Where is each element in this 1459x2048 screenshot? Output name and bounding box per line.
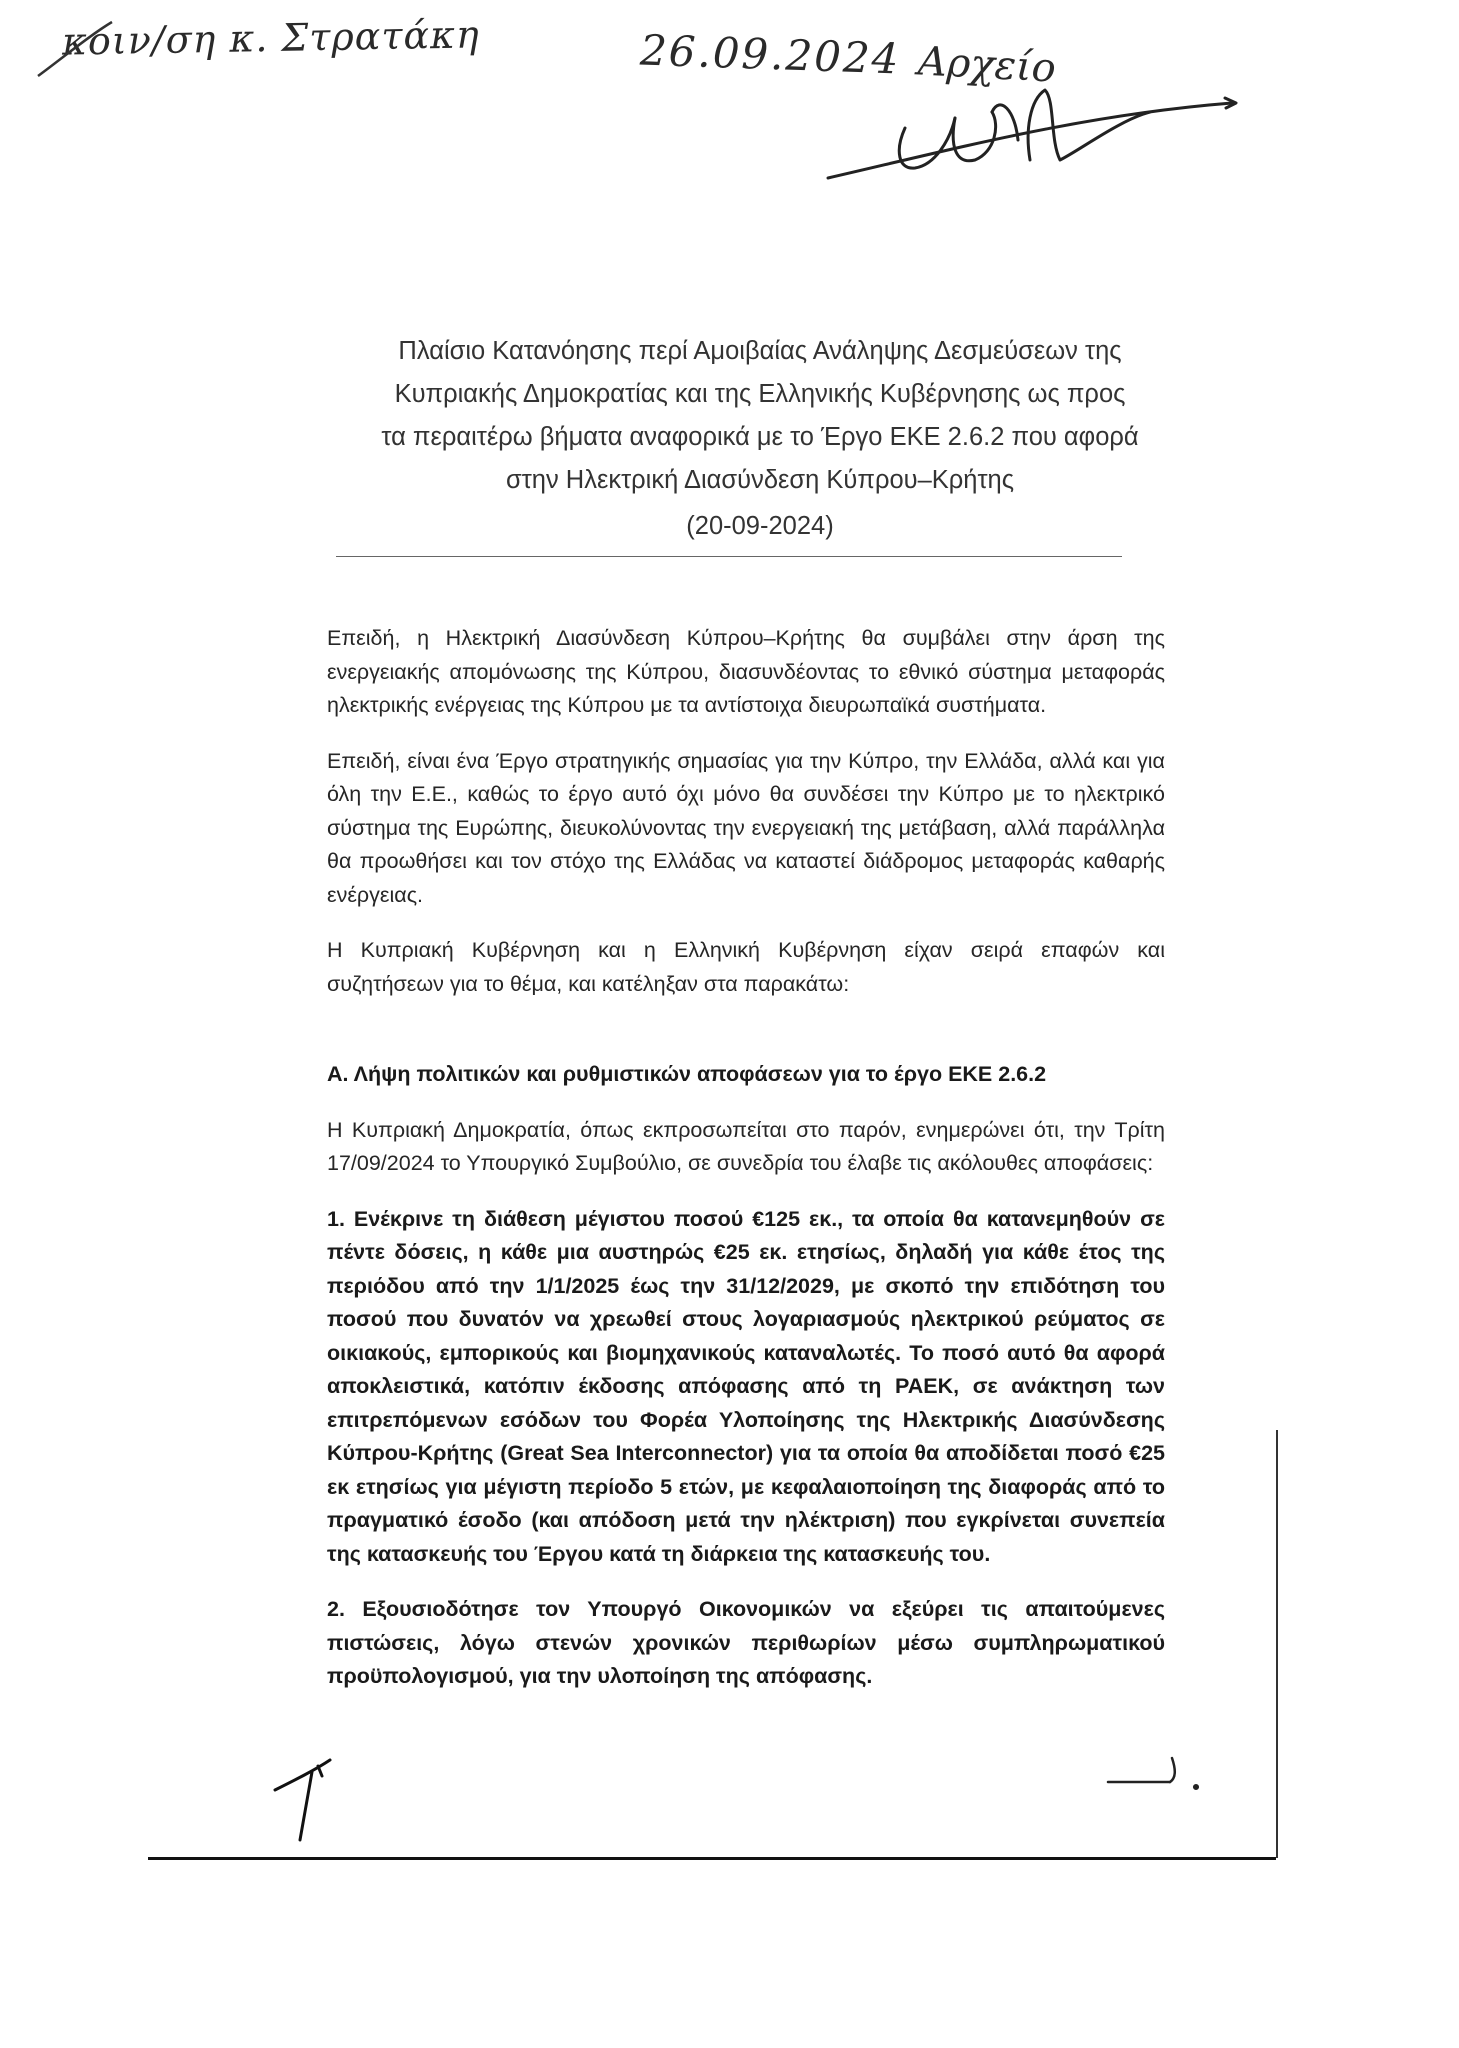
title-line: τα περαιτέρω βήματα αναφορικά με το Έργο ΕΚΕ 2.6.2 που αφορά xyxy=(381,423,1139,451)
handwritten-date: 26.09.2024 xyxy=(639,25,902,84)
preamble xyxy=(327,622,1165,1023)
section-a xyxy=(327,1058,1165,1716)
handwritten-note: κοιν/ση κ. Στρατάκη xyxy=(61,12,481,64)
decision-item: 1. Ενέκρινε τη διάθεση μέγιστου ποσού €125 εκ., τα οποία θα κατανεμηθούν σε πέντε δόσεις, η κάθε μια αυστηρώς €25 εκ. ετησίως, δηλαδή για κάθε έτος της περιόδου από την 1/1/2025 έως την 31/12/2029, με σκοπό την επιδότηση του ποσού που δυνατόν να χρεωθεί στους λογαριασμούς ηλεκτρικού ρεύματος σε οικιακούς, εμπορικούς και βιομηχανικούς καταναλωτές. Το ποσό αυτό θα αφορά αποκλειστικά, κατόπιν έκδοσης απόφασης από τη ΡΑΕΚ, σε ανάκτηση των επιτρεπόμενων εσόδων του Φορέα Υλοποίησης της Ηλεκτρικής Διασύνδεσης Κύπρου-Κρήτης (Great Sea Interconnector) για τα οποία θα αποδίδεται ποσό €25 εκ ετησίως για μέγιστη περίοδο 5 ετών, με κεφαλαιοποίηση της διαφοράς από το πραγματικό έσοδο (και απόδοση μετά την ηλέκτριση) που εγκρίνεται συνεπεία της κατασκευής του Έργου κατά τη διάρκεια της κατασκευής του. xyxy=(327,1206,1165,1566)
footer-line xyxy=(148,1857,1276,1860)
preamble-paragraph: Η Κυπριακή Κυβέρνηση και η Ελληνική Κυβέρνηση είχαν σειρά επαφών και συζητήσεων για το θέμα, και κατέληξαν στα παρακάτω: xyxy=(327,938,1165,996)
preamble-paragraph: Επειδή, είναι ένα Έργο στρατηγικής σημασίας για την Κύπρο, την Ελλάδα, αλλά και για όλη την Ε.Ε., καθώς το έργο αυτό όχι μόνο θα συνδέσει την Κύπρο με το ηλεκτρικό σύστημα της Ευρώπης, διευκολύνοντας την ενεργειακή της μετάβαση, αλλά παράλληλα θα προωθήσει και τον στόχο της Ελλάδας να καταστεί διάδρομος μεταφοράς καθαρής ενέργειας. xyxy=(327,748,1165,907)
initial-mark xyxy=(1108,1758,1198,1789)
section-heading: Α. Λήψη πολιτικών και ρυθμιστικών αποφάσεων για το έργο ΕΚΕ 2.6.2 xyxy=(327,1062,1047,1086)
preamble-paragraph: Επειδή, η Ηλεκτρική Διασύνδεση Κύπρου–Κρήτης θα συμβάλει στην άρση της ενεργειακής απομόνωσης της Κύπρου, διασυνδέοντας το εθνικό σύστημα μεταφοράς ηλεκτρικής ενέργειας της Κύπρου με τα αντίστοιχα διευρωπαϊκά συστήματα. xyxy=(327,626,1165,717)
margin-line xyxy=(1276,1430,1278,1858)
title-line: Πλαίσιο Κατανόησης περί Αμοιβαίας Ανάληψης Δεσμεύσεων της xyxy=(398,337,1122,365)
title-line: στην Ηλεκτρική Διασύνδεση Κύπρου–Κρήτης xyxy=(505,466,1014,494)
decision-item: 2. Εξουσιοδότησε τον Υπουργό Οικονομικών να εξεύρει τις απαιτούμενες πιστώσεις, λόγω στενών χρονικών περιθωρίων μέσω συμπληρωματικού προϋπολογισμού, για την υλοποίηση της απόφασης. xyxy=(327,1597,1165,1688)
signature-mark xyxy=(828,90,1236,178)
section-paragraph: Η Κυπριακή Δημοκρατία, όπως εκπροσωπείται στο παρόν, ενημερώνει ότι, την Τρίτη 17/09/2024 το Υπουργικό Συμβούλιο, σε συνεδρία του έλαβε τις ακόλουθες αποφάσεις: xyxy=(327,1117,1165,1175)
title-divider xyxy=(336,556,1122,557)
document-title xyxy=(300,330,1220,502)
handwritten-archive-note: Αρχείο xyxy=(916,38,1057,92)
document-date: (20-09-2024) xyxy=(686,512,834,540)
title-line: Κυπριακής Δημοκρατίας και της Ελληνικής Κυβέρνησης ως προς xyxy=(394,380,1126,408)
pen-stroke-mark xyxy=(38,22,112,76)
page-number xyxy=(265,1760,303,1830)
